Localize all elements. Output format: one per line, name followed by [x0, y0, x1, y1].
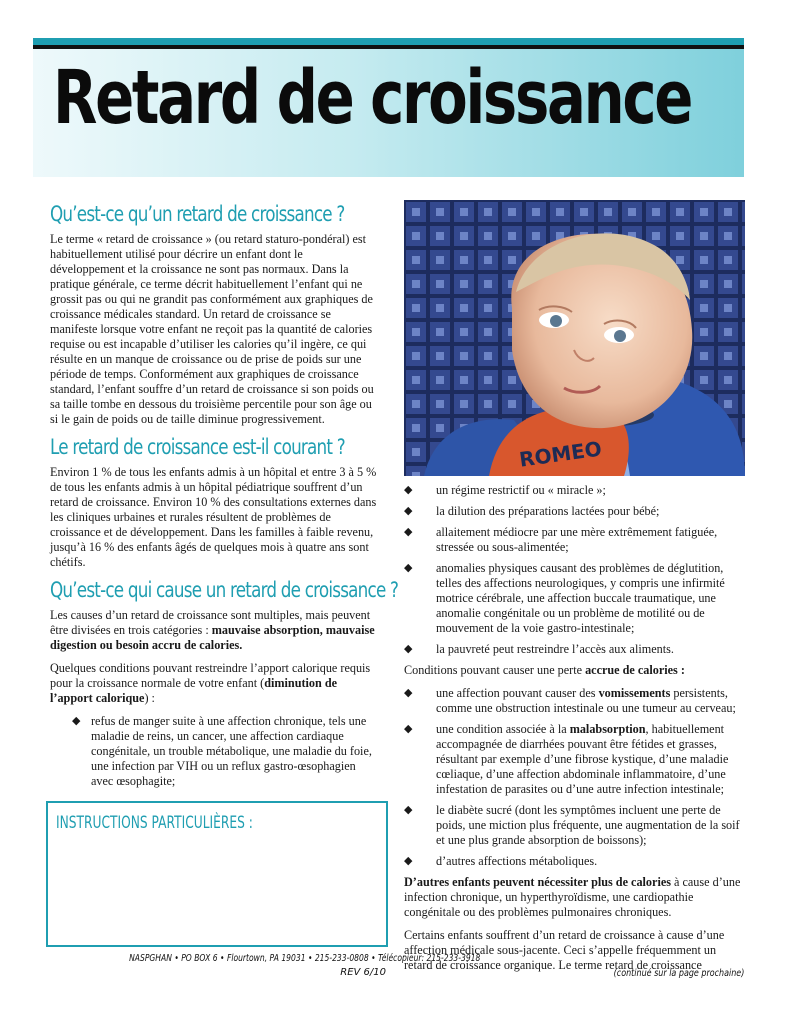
list-item: ◆ un régime restrictif ou « miracle »;: [404, 483, 606, 497]
right-bullet-list-loss: [404, 686, 744, 869]
list-item: ◆ la pauvreté peut restreindre l’accès aux aliments.: [404, 642, 674, 656]
list-item: ◆ allaitement médiocre par une mère extrêmement fatiguée, stressée ou sous-alimentée;: [404, 525, 718, 554]
footer-address: NASPGHAN • PO BOX 6 • Flourtown, PA 19031 • 215-233-0808 • Télécopieur: 215-233-3918: [129, 953, 481, 964]
child-photo: [404, 200, 745, 476]
list-item: ◆ le diabète sucré (dont les symptômes incluent une perte de poids, une miction plus fréquente, une augmentation de la soif et une plus grande absorption de boissons);: [404, 803, 740, 847]
list-item: ◆ refus de manger suite à une affection chronique, tels une maladie de reins, un cancer, une affection cardiaque congénitale, un trouble métabolique, une maladie du foie, une infection par VIH ou un reflux gastro-œsophagien avec œsophagite;: [72, 714, 372, 788]
diamond-bullet-icon: ◆: [404, 687, 413, 699]
diamond-bullet-icon: ◆: [404, 484, 413, 496]
top-accent-bar: [33, 38, 744, 45]
section-heading-common: Le retard de croissance est-il courant ?: [50, 435, 345, 459]
diamond-bullet-icon: ◆: [72, 715, 81, 727]
left-column: [50, 202, 399, 795]
special-instructions-box[interactable]: [46, 801, 388, 947]
section-body-common: Environ 1 % de tous les enfants admis à un hôpital et entre 3 à 5 % de tous les enfants admis à un hôpital pédiatrique souffrent d’un retard de croissance. Environ 10 % des consultations externes dans les cliniques urbaines et rurales résultent de problèmes de croissance et de développement. Dans les familles à faible revenu, jusqu’à 16 % des enfants âgés de quelques mois à quatre ans sont chétifs.: [50, 465, 377, 569]
organic-paragraph: Certains enfants souffrent d’un retard de croissance à cause d’une affection médicale sous-jacente. Ceci s’appelle fréquemment un retard de croissance organique. Le terme retard de croissance: [404, 928, 725, 972]
diamond-bullet-icon: ◆: [404, 855, 413, 867]
footer: [48, 952, 481, 980]
diamond-bullet-icon: ◆: [404, 562, 413, 574]
shirt-print: ROMEO: [517, 436, 604, 472]
list-item: ◆ la dilution des préparations lactées pour bébé;: [404, 504, 660, 518]
diamond-bullet-icon: ◆: [404, 723, 413, 735]
list-item: ◆ anomalies physiques causant des problèmes de déglutition, telles des affections neurologiques, y compris une infirmité motrice cérébrale, une affection buccale traumatique, une anomalie congénitale ou un problème de motilité ou de mouvement de la voie gastro-intestinale;: [404, 561, 725, 635]
section-heading-what: Qu’est-ce qu’un retard de croissance ?: [50, 202, 345, 226]
continued-note: (continué sur la page prochaine): [613, 968, 744, 979]
right-column: [404, 483, 744, 981]
diamond-bullet-icon: ◆: [404, 505, 413, 517]
section-heading-causes: Qu’est-ce qui cause un retard de croissance ?: [50, 578, 399, 602]
diamond-bullet-icon: ◆: [404, 643, 413, 655]
left-bullet-list: [50, 714, 380, 789]
section-body-what: Le terme « retard de croissance » (ou retard staturo-pondéral) est habituellement utilisé pour décrire un enfant dont le développement et la croissance ne sont pas normaux. Dans la pratique générale, ce terme décrit habituellement l’enfant qui ne grossit pas ou qui ne grandit pas conformément aux graphiques de croissance médicales standard. Un retard de croissance se manifeste lorsque votre enfant ne reçoit pas la quantité de calories requise ou est incapable d’utiliser les calories qu’il ingère, ce qui résulte en un manque de croissance ou de prise de poids sur une période de temps. Conformément aux graphiques de croissance standard, l’enfant souffre d’un retard de croissance si son poids ou sa taille tombe en dessous du troisième percentile pour son âge ou si le gain de poids ou de taille diminue progressivement.: [50, 232, 374, 426]
list-item: ◆ d’autres affections métaboliques.: [404, 854, 598, 868]
footer-revision: REV 6/10: [340, 967, 386, 978]
diamond-bullet-icon: ◆: [404, 804, 413, 816]
causes-reduced-intake: Quelques conditions pouvant restreindre l’apport calorique requis pour la croissance normale de votre enfant (diminution de l’apport calorique) :: [50, 661, 371, 705]
conditions-increased-loss: Conditions pouvant causer une perte accrue de calories :: [404, 663, 685, 677]
child-photo-illustration: [404, 200, 745, 476]
list-item: ◆ une condition associée à la malabsorption, habituellement accompagnée de diarrhées pouvant être fétides et grasses, résultant par exemple d’une fibrose kystique, d’une maladie cœliaque, d’une affection abdominale inflammatoire, d’une infestation de parasites ou d’une autre infection intestinale;: [404, 722, 729, 796]
causes-intro: Les causes d’un retard de croissance sont multiples, mais peuvent être divisées en trois catégories : mauvaise absorption, mauvaise digestion ou besoin accru de calories.: [50, 608, 375, 652]
right-bullet-list-intake: [404, 483, 744, 657]
more-calories-paragraph: D’autres enfants peuvent nécessiter plus de calories à cause d’une infection chronique, un hyperthyroïdisme, une cardiopathie congénitale ou des problèmes pulmonaires chroniques.: [404, 875, 741, 919]
list-item: ◆ une affection pouvant causer des vomissements persistents, comme une obstruction intestinale ou une tumeur au cerveau;: [404, 686, 736, 715]
diamond-bullet-icon: ◆: [404, 526, 413, 538]
title-banner: [33, 49, 744, 177]
page-title: Retard de croissance: [53, 55, 692, 141]
special-instructions-title: INSTRUCTIONS PARTICULIÈRES :: [56, 813, 253, 833]
